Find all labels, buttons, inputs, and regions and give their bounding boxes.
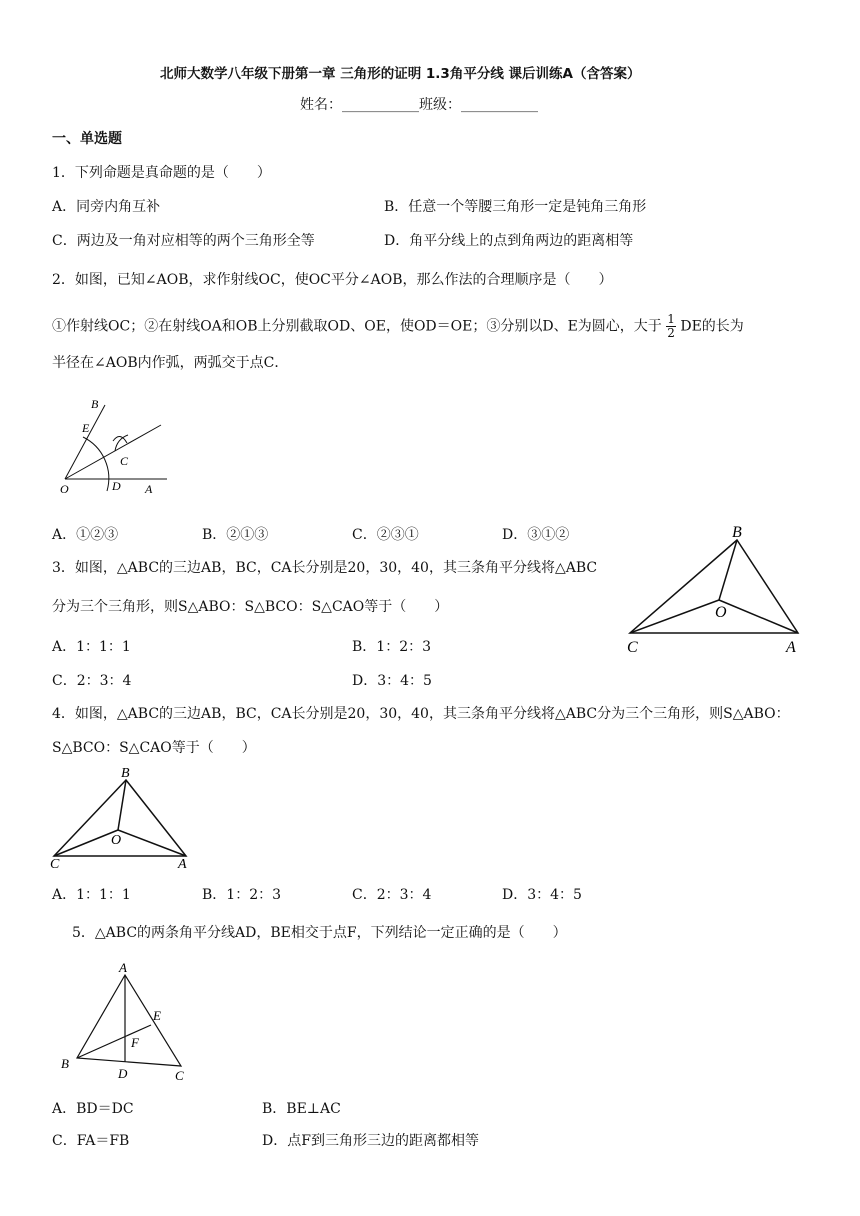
document-title: 北师大数学八年级下册第一章 三角形的证明 1.3角平分线 课后训练A（含答案） xyxy=(160,66,641,82)
fig4-label-b: B xyxy=(121,766,130,781)
fig2-label-c: C xyxy=(120,454,129,468)
section-heading: 一、单选题 xyxy=(52,131,122,147)
q5-option-b: B．BE⊥AC xyxy=(262,1101,341,1117)
arc-de xyxy=(83,437,109,491)
fig5-label-b: B xyxy=(61,1056,69,1071)
bisector-co xyxy=(54,830,118,856)
fig2-label-a: A xyxy=(145,482,153,496)
q2-fraction-numerator: 1 xyxy=(667,312,675,326)
q5-stem: 5．△ABC的两条角平分线AD，BE相交于点F，下列结论一定正确的是（ ） xyxy=(72,925,567,941)
fig3-label-b: B xyxy=(732,524,742,541)
q2-fraction-half xyxy=(666,313,676,340)
q1-stem: 1．下列命题是真命题的是（ ） xyxy=(52,165,271,181)
q2-steps-part1: ①作射线OC；②在射线OA和OB上分别截取OD、OE，使OD＝OE；③分别以D、E为圆心，大于 xyxy=(52,318,662,335)
q4-option-a: A．1：1：1 xyxy=(52,887,131,903)
q4-option-d: D．3：4：5 xyxy=(502,887,582,903)
q5-option-d: D．点F到三角形三边的距离都相等 xyxy=(262,1133,479,1149)
q1-option-c: C．两边及一角对应相等的两个三角形全等 xyxy=(52,233,315,249)
q2-steps-line2: 半径在∠AOB内作弧，两弧交于点C． xyxy=(52,355,289,371)
q2-stem: 2．如图，已知∠AOB，求作射线OC，使OC平分∠AOB，那么作法的合理顺序是（ ） xyxy=(52,272,613,288)
fig4-label-o: O xyxy=(111,833,122,848)
q2-fraction-denominator: 2 xyxy=(667,326,675,340)
q4-option-c: C．2：3：4 xyxy=(352,887,432,903)
fig5-label-e: E xyxy=(153,1008,161,1023)
q1-option-a: A．同旁内角互补 xyxy=(52,199,161,215)
fig5-label-d: D xyxy=(118,1066,128,1081)
q2-figure-angle-bisector xyxy=(55,393,175,498)
q1-option-d: D．角平分线上的点到角两边的距离相等 xyxy=(384,233,634,249)
q3-figure-triangle xyxy=(622,520,812,660)
q3-stem-line2: 分为三个三角形，则S△ABO：S△BCO：S△CAO等于（ ） xyxy=(52,599,449,615)
q4-stem-line2: S△BCO：S△CAO等于（ ） xyxy=(52,740,256,756)
fig2-label-e: E xyxy=(82,421,90,435)
q3-stem-line1: 3．如图，△ABC的三边AB，BC，CA长分别是20，30，40，其三条角平分线将△ABC xyxy=(52,560,598,576)
q2-steps-part2: DE的长为 xyxy=(680,318,744,335)
q5-figure-triangle xyxy=(55,955,195,1085)
q5-option-a: A．BD＝DC xyxy=(52,1101,134,1117)
q3-option-b: B．1：2：3 xyxy=(352,639,432,655)
q3-option-c: C．2：3：4 xyxy=(52,673,132,689)
q3-option-a: A．1：1：1 xyxy=(52,639,131,655)
bisector-bo xyxy=(719,540,737,600)
fig3-label-a: A xyxy=(786,639,796,656)
q2-option-d: D．③①② xyxy=(502,527,570,543)
fig5-label-a: A xyxy=(119,960,127,975)
fig5-label-f: F xyxy=(131,1035,139,1050)
q2-option-c: C．②③① xyxy=(352,527,419,543)
q1-option-b: B．任意一个等腰三角形一定是钝角三角形 xyxy=(384,199,647,215)
q3-option-d: D．3：4：5 xyxy=(352,673,432,689)
q2-steps-line1 xyxy=(52,313,744,340)
fig3-label-o: O xyxy=(715,604,727,621)
bisector-ao xyxy=(719,600,798,633)
q2-option-b: B．②①③ xyxy=(202,527,269,543)
q2-option-a: A．①②③ xyxy=(52,527,119,543)
fig3-label-c: C xyxy=(627,639,638,656)
triangle-abc xyxy=(77,975,181,1066)
q4-option-b: B．1：2：3 xyxy=(202,887,282,903)
q4-stem-line1: 4．如图，△ABC的三边AB，BC，CA长分别是20，30，40，其三条角平分线将△ABC分为三个三角形，则S△ABO： xyxy=(52,706,790,722)
fig4-label-c: C xyxy=(50,857,60,870)
fig2-label-o: O xyxy=(60,482,69,496)
q4-figure-triangle xyxy=(48,762,198,870)
fig5-label-c: C xyxy=(175,1068,184,1083)
name-class-line: 姓名：___________班级：___________ xyxy=(300,97,538,113)
bisector-be xyxy=(77,1025,151,1058)
fig2-label-b: B xyxy=(91,397,99,411)
fig2-label-d: D xyxy=(112,479,121,493)
fig4-label-a: A xyxy=(178,857,187,870)
q5-option-c: C．FA＝FB xyxy=(52,1133,130,1149)
triangle-abc xyxy=(630,540,798,633)
bisector-co xyxy=(630,600,719,633)
